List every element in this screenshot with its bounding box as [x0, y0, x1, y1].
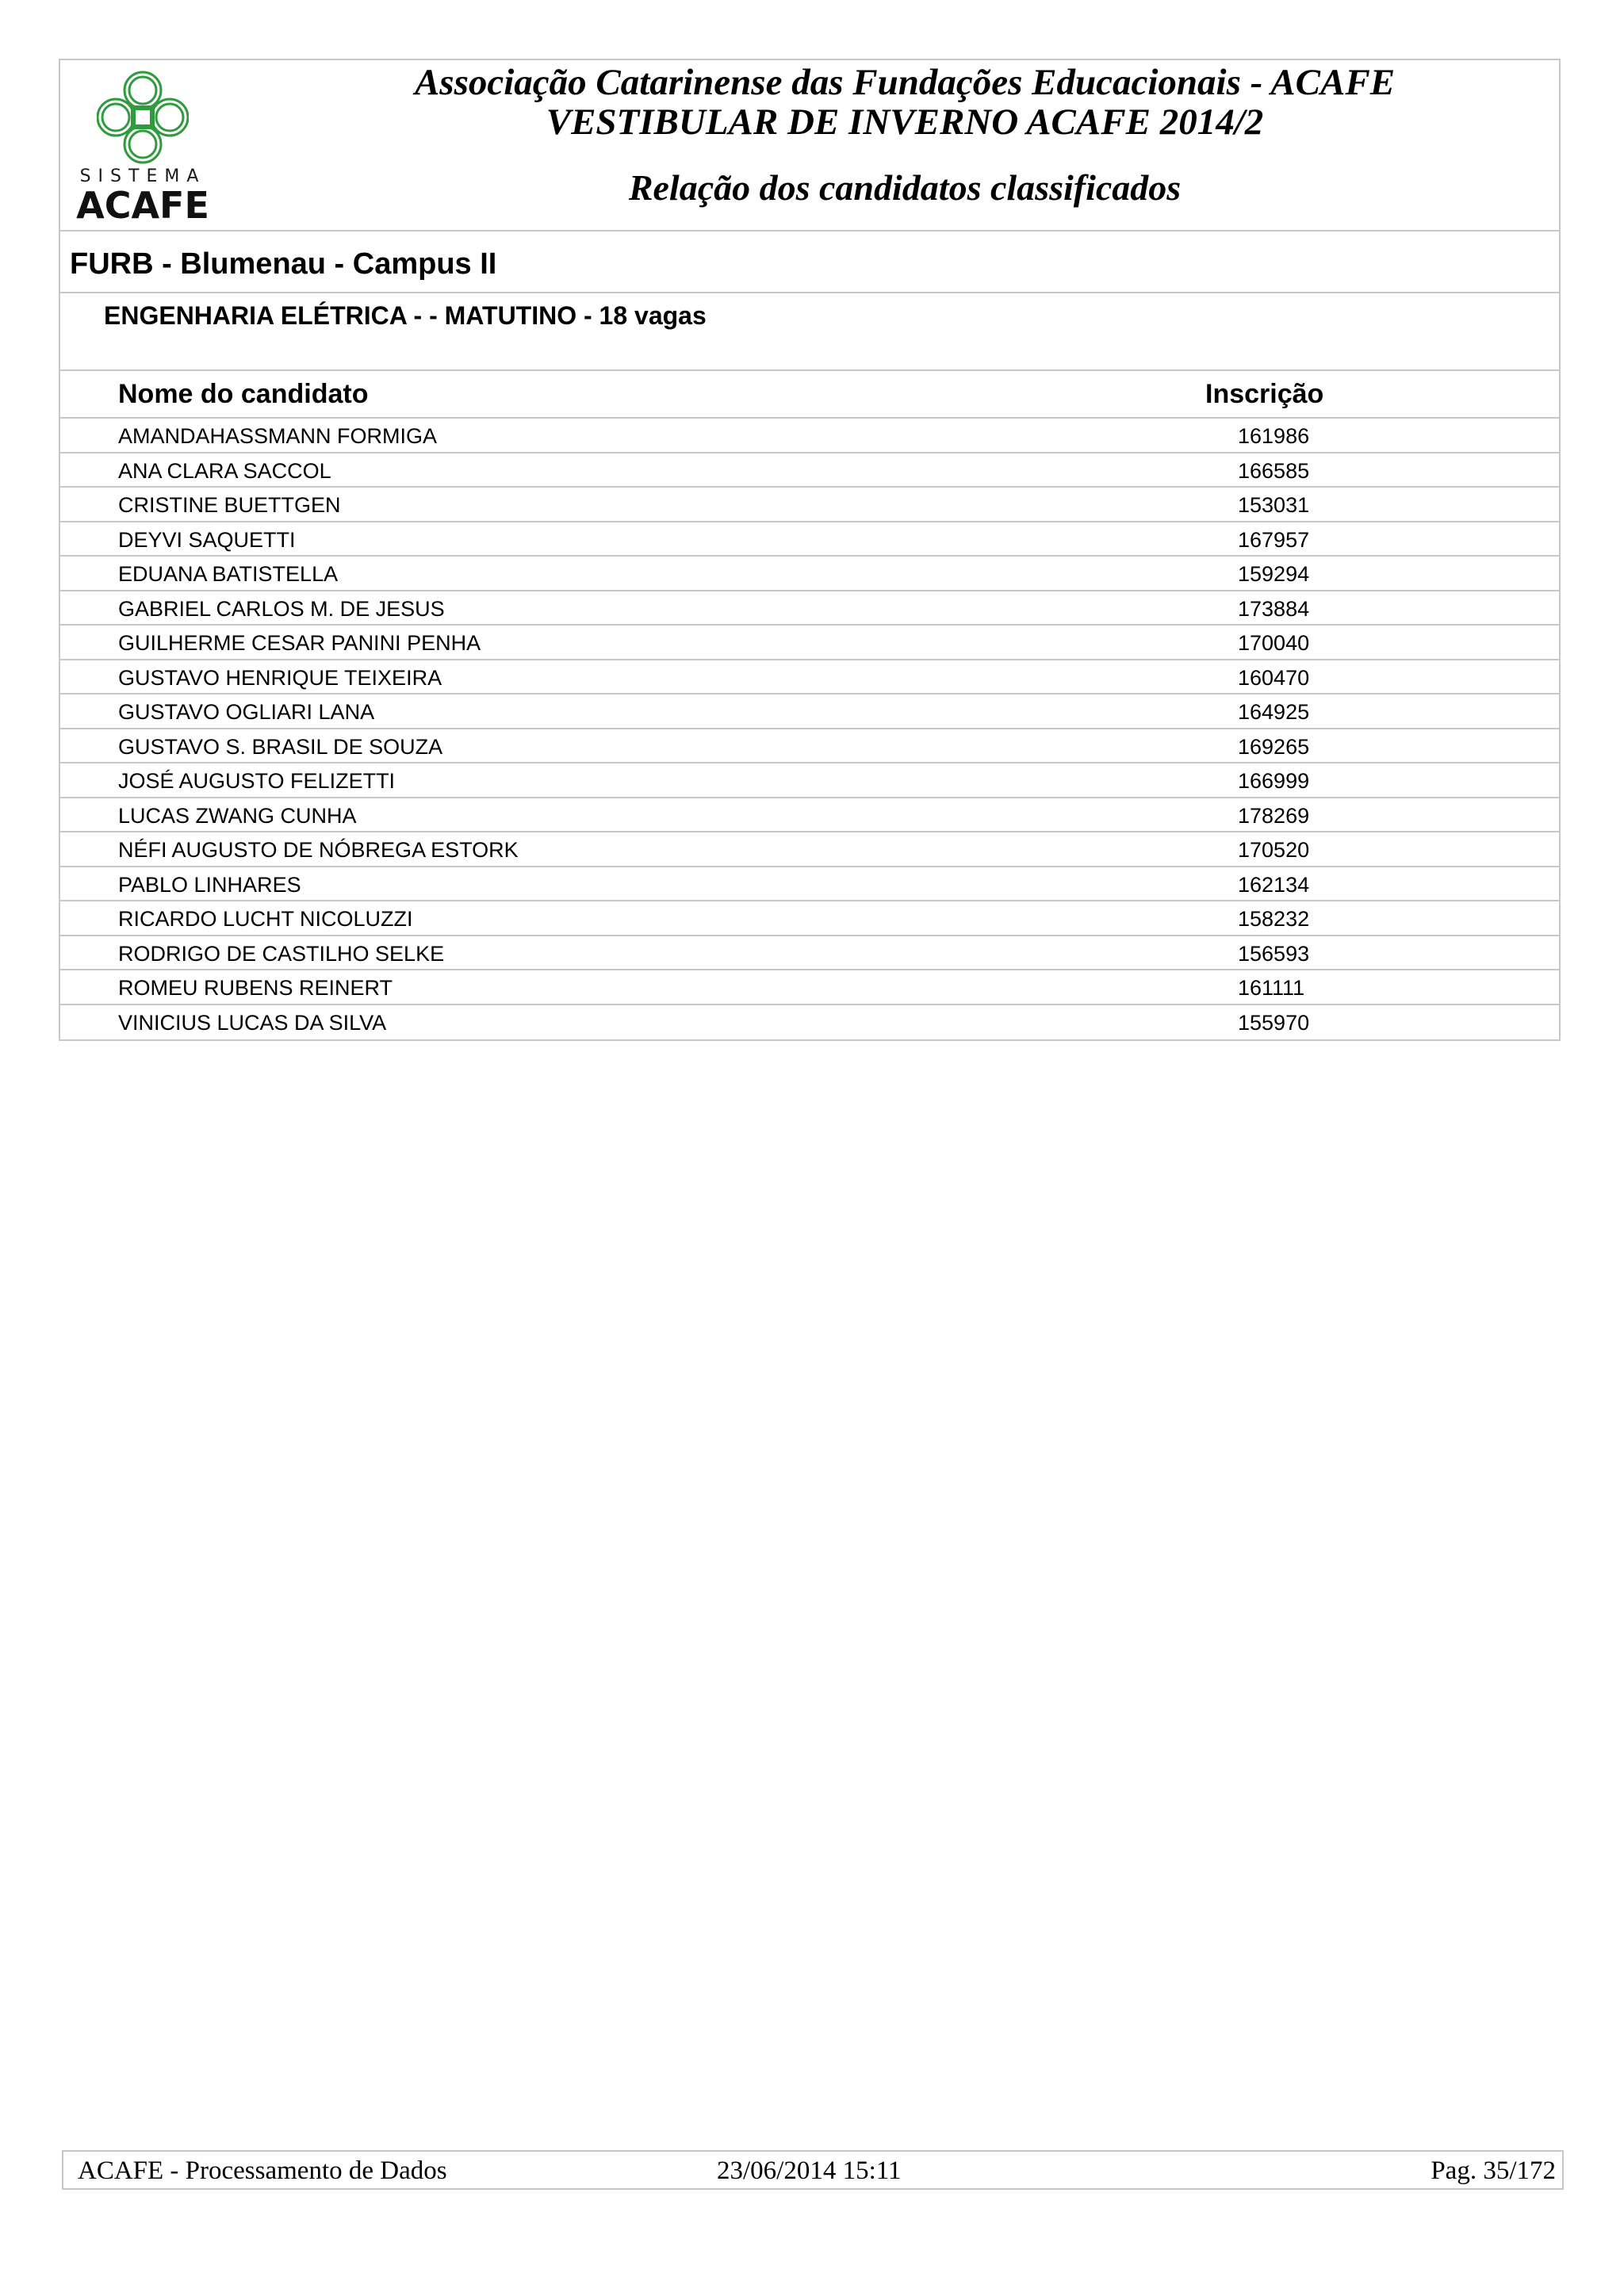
candidate-name: AMANDAHASSMANN FORMIGA [118, 424, 438, 448]
candidate-inscricao: 178269 [1238, 803, 1310, 828]
candidate-inscricao: 164925 [1238, 700, 1310, 724]
page-header [60, 60, 1559, 232]
org-title: Associação Catarinense das Fundações Educacionais - ACAFE [414, 62, 1396, 103]
page-footer [62, 2150, 1564, 2190]
candidate-inscricao: 160470 [1238, 665, 1310, 690]
candidate-inscricao: 153031 [1238, 493, 1310, 517]
candidate-name: VINICIUS LUCAS DA SILVA [118, 1010, 387, 1035]
candidate-inscricao: 170520 [1238, 838, 1310, 862]
course-section [60, 293, 1559, 371]
candidate-name: JOSÉ AUGUSTO FELIZETTI [118, 769, 396, 793]
campus-section [60, 232, 1559, 293]
candidate-inscricao: 173884 [1238, 596, 1310, 621]
course-title: ENGENHARIA ELÉTRICA - - MATUTINO - 18 vagas [104, 301, 707, 330]
candidate-inscricao: 158232 [1238, 907, 1310, 931]
logo-acafe-text: ACAFE [76, 184, 209, 227]
acafe-logo [71, 70, 214, 227]
table-row [60, 901, 1559, 936]
table-row [60, 832, 1559, 867]
table-row [60, 1005, 1559, 1040]
table-row [60, 729, 1559, 764]
candidate-inscricao: 161986 [1238, 424, 1310, 448]
table-row [60, 970, 1559, 1005]
candidate-inscricao: 161111 [1238, 976, 1305, 1000]
candidate-inscricao: 166999 [1238, 769, 1310, 793]
column-header-name: Nome do candidato [118, 379, 369, 409]
candidate-inscricao: 166585 [1238, 458, 1310, 483]
candidate-name: GUSTAVO HENRIQUE TEIXEIRA [118, 665, 442, 690]
table-row [60, 763, 1559, 798]
table-row [60, 867, 1559, 902]
table-row [60, 453, 1559, 488]
table-row [60, 798, 1559, 833]
candidate-inscricao: 169265 [1238, 734, 1310, 759]
candidate-name: NÉFI AUGUSTO DE NÓBREGA ESTORK [118, 838, 519, 862]
candidate-name: GUILHERME CESAR PANINI PENHA [118, 631, 481, 655]
table-header [60, 371, 1559, 419]
candidate-name: RODRIGO DE CASTILHO SELKE [118, 941, 445, 966]
candidate-name: CRISTINE BUETTGEN [118, 493, 341, 517]
candidate-name: PABLO LINHARES [118, 872, 301, 897]
column-header-inscricao: Inscrição [1205, 379, 1324, 409]
table-row [60, 660, 1559, 695]
campus-title: FURB - Blumenau - Campus II [70, 247, 497, 281]
candidate-name: GUSTAVO S. BRASIL DE SOUZA [118, 734, 443, 759]
table-row [60, 522, 1559, 557]
candidate-name: ANA CLARA SACCOL [118, 458, 331, 483]
list-title: Relação dos candidatos classificados [628, 167, 1182, 208]
table-row [60, 488, 1559, 522]
table-row [60, 419, 1559, 453]
candidate-inscricao: 159294 [1238, 562, 1310, 586]
table-row [60, 626, 1559, 660]
candidate-name: LUCAS ZWANG CUNHA [118, 803, 357, 828]
candidate-name: RICARDO LUCHT NICOLUZZI [118, 907, 413, 931]
candidate-name: GUSTAVO OGLIARI LANA [118, 700, 375, 724]
candidate-name: DEYVI SAQUETTI [118, 527, 296, 552]
table-row [60, 695, 1559, 729]
candidate-table-body [60, 419, 1559, 1039]
table-row [60, 936, 1559, 971]
acafe-emblem-icon [97, 70, 189, 165]
table-row [60, 591, 1559, 626]
candidate-inscricao: 155970 [1238, 1010, 1310, 1035]
footer-timestamp: 23/06/2014 15:11 [717, 2156, 902, 2185]
candidate-inscricao: 156593 [1238, 941, 1310, 966]
candidate-inscricao: 170040 [1238, 631, 1310, 655]
exam-title: VESTIBULAR DE INVERNO ACAFE 2014/2 [546, 101, 1264, 143]
candidate-inscricao: 162134 [1238, 872, 1310, 897]
candidate-name: ROMEU RUBENS REINERT [118, 976, 393, 1000]
footer-page-number: Pag. 35/172 [1431, 2156, 1556, 2185]
candidate-name: GABRIEL CARLOS M. DE JESUS [118, 596, 445, 621]
table-row [60, 557, 1559, 591]
candidate-inscricao: 167957 [1238, 527, 1310, 552]
footer-source: ACAFE - Processamento de Dados [78, 2156, 447, 2185]
document-frame [59, 59, 1561, 1041]
logo-sistema-text: SISTEMA [79, 166, 206, 186]
candidate-name: EDUANA BATISTELLA [118, 562, 339, 586]
